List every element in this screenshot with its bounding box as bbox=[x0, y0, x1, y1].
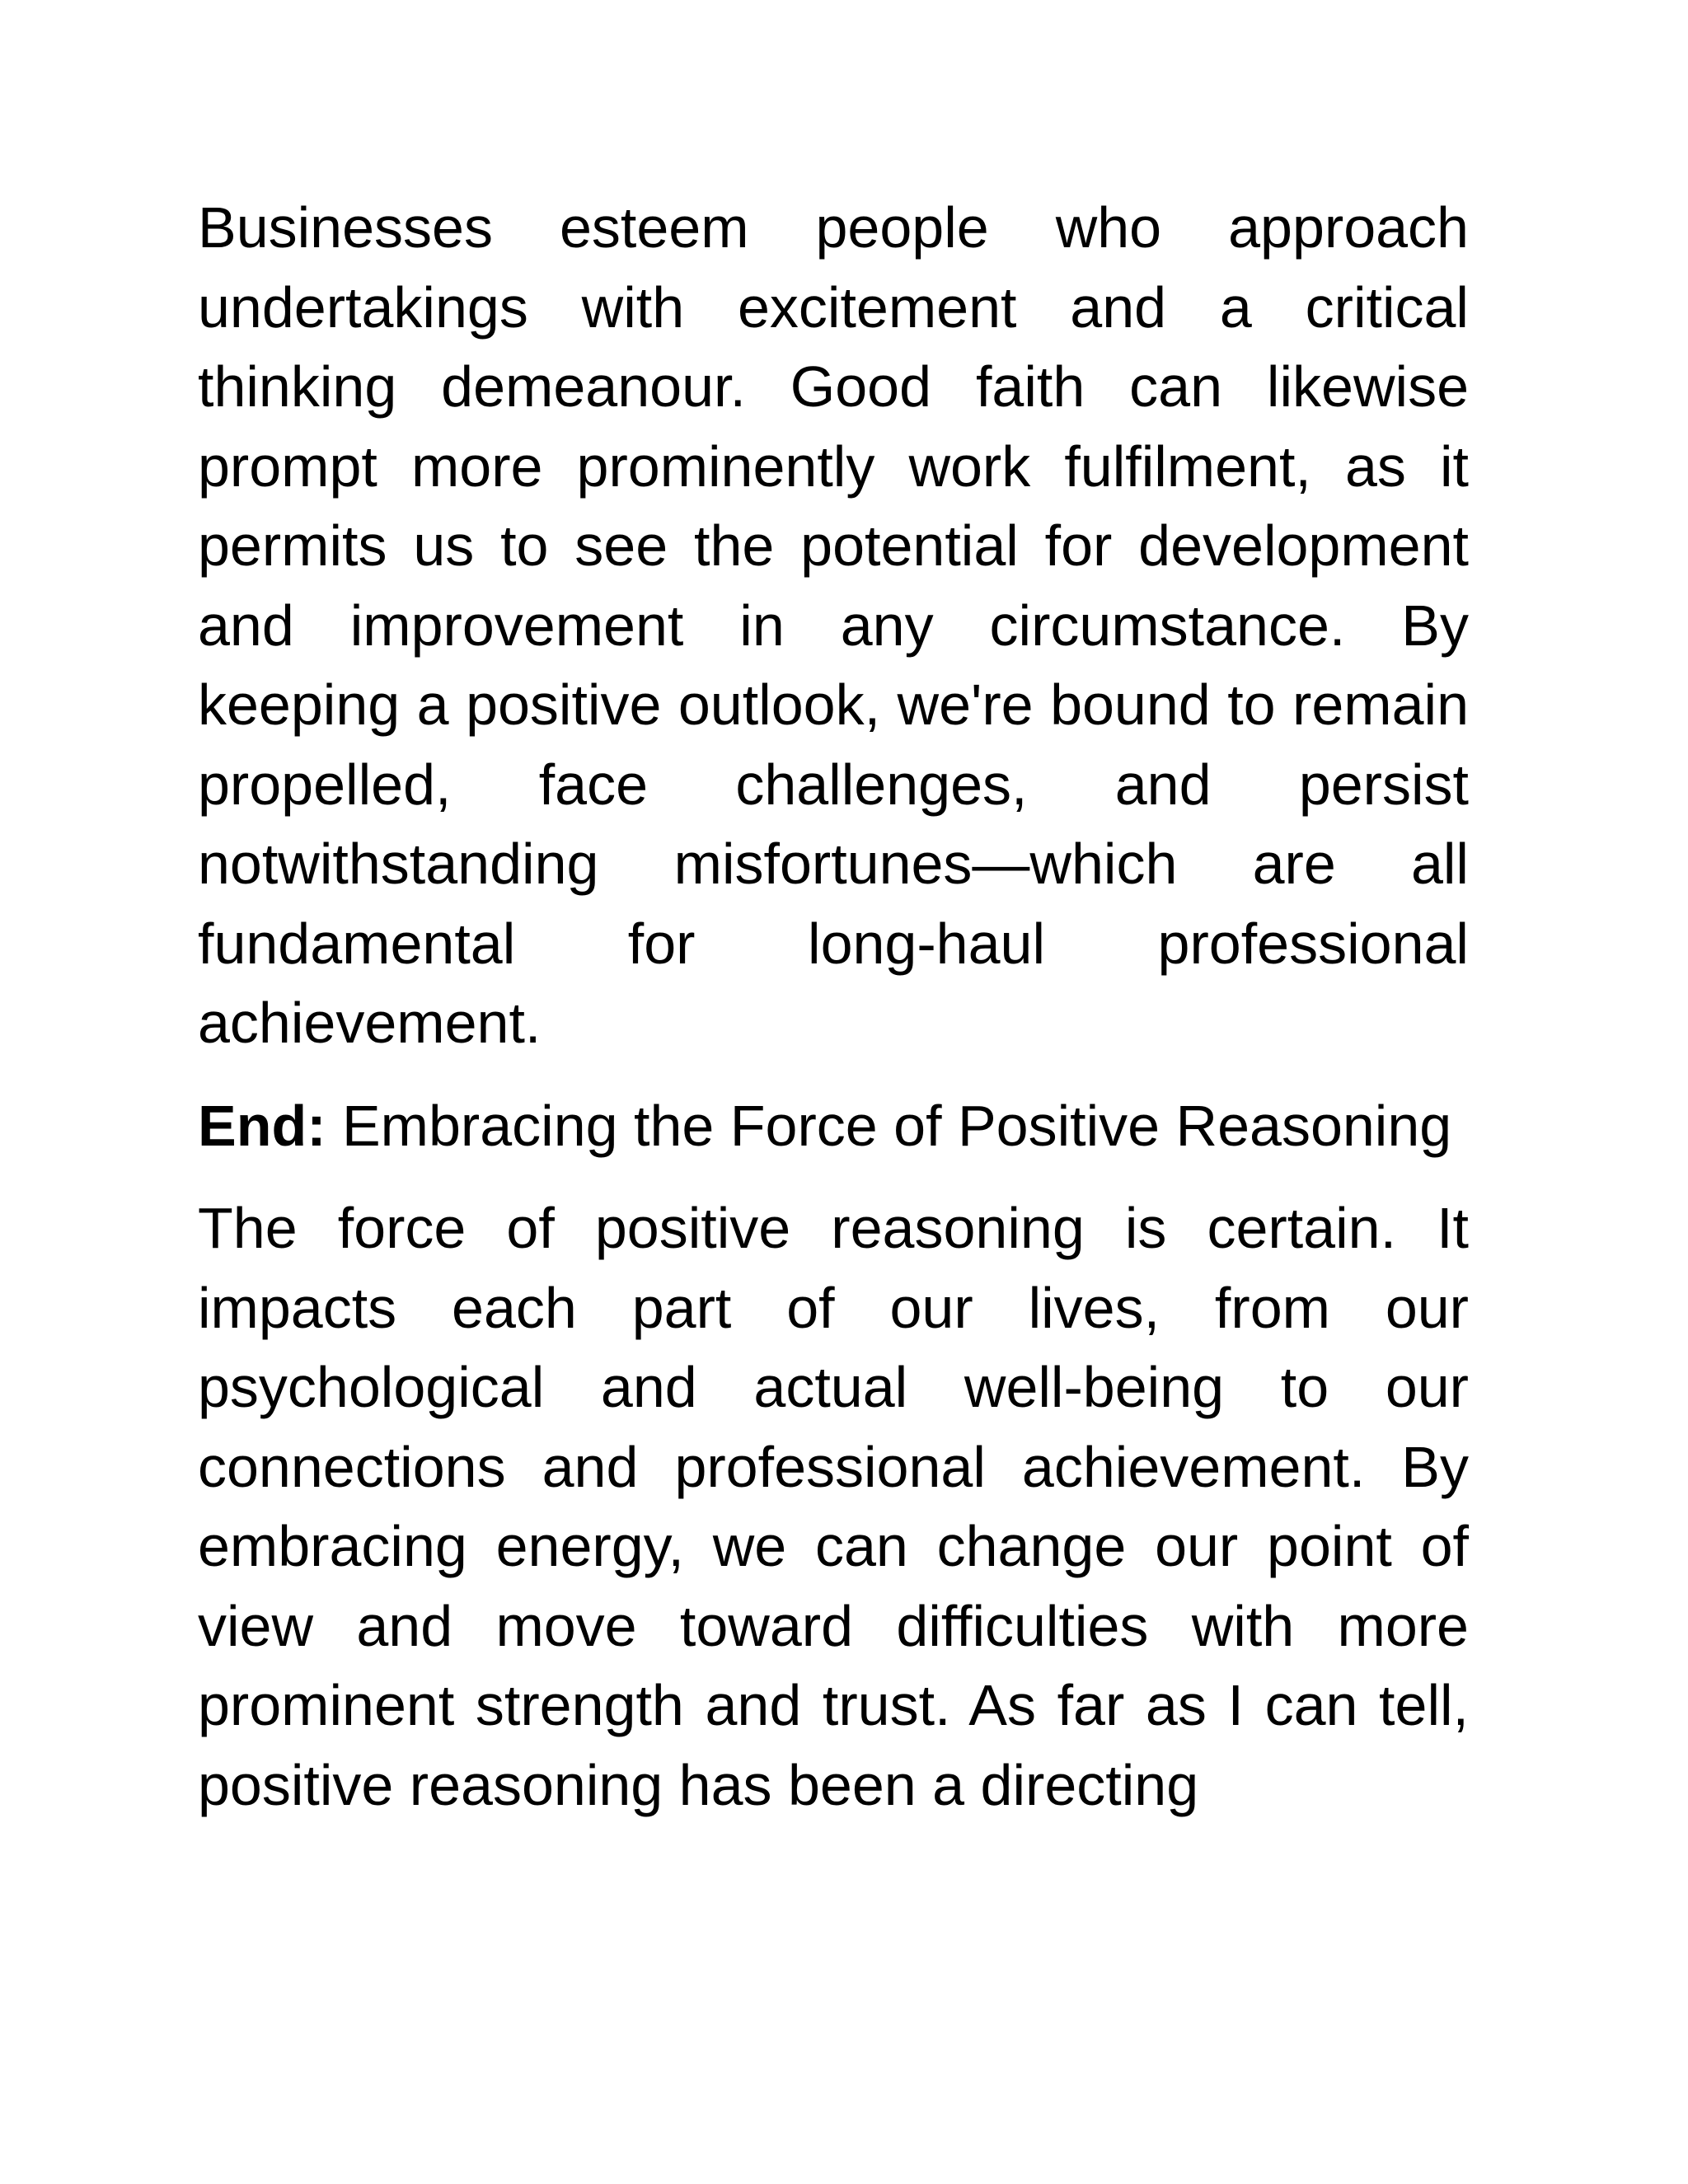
document-body bbox=[198, 188, 1469, 1825]
paragraph-businesses: Businesses esteem people who approach undertakings with excitement and a critical thinking demeanour. Good faith can likewise prompt more prominently work fulfilment, as it permits us to see the potential for development and improvement in any circumstance. By keeping a positive outlook, we're bound to remain propelled, face challenges, and persist notwithstanding misfortunes—which are all fundamental for long-haul professional achievement. bbox=[198, 195, 1469, 1055]
paragraph-force-of-positive-reasoning: The force of positive reasoning is certain. It impacts each part of our lives, from our psychological and actual well-being to our connections and professional achievement. By embracing energy, we can change our point of view and move toward difficulties with more prominent strength and trust. As far as I can tell, positive reasoning has been a directing bbox=[198, 1196, 1469, 1817]
heading-lead-label: End: bbox=[198, 1093, 326, 1158]
section-heading-end bbox=[198, 1086, 1469, 1166]
heading-title: Embracing the Force of Positive Reasoning bbox=[341, 1093, 1452, 1158]
